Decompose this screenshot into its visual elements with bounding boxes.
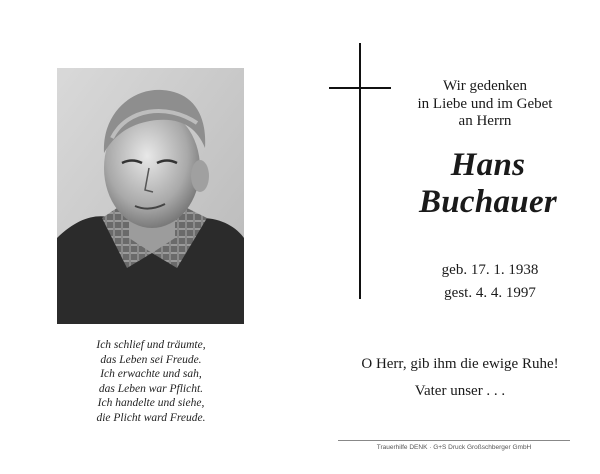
poem-line: das Leben war Pflicht. — [98, 382, 204, 395]
printer-imprint: Trauerhilfe DENK · G+S Druck Großschberger GmbH — [376, 444, 532, 451]
cross-icon-vertical — [359, 43, 361, 299]
poem-line: Ich schlief und träumte, — [96, 339, 206, 351]
cross-icon-horizontal — [329, 87, 391, 89]
life-dates — [405, 259, 575, 305]
prayer-text — [340, 355, 580, 400]
portrait-photo — [57, 68, 244, 324]
deceased-name — [395, 147, 581, 221]
poem-line: das Leben sei Freude. — [100, 353, 202, 366]
footer-divider — [338, 440, 570, 441]
intro-line: Wir gedenken — [443, 78, 527, 94]
poem-line: die Plicht ward Freude. — [96, 411, 206, 424]
poem-line: Ich erwachte und sah, — [100, 368, 202, 381]
intro-line: in Liebe und im Gebet — [417, 95, 553, 112]
poem-line: Ich handelte und siehe, — [97, 397, 205, 410]
portrait-image — [57, 68, 244, 324]
prayer-line: O Herr, gib ihm die ewige Ruhe! — [361, 356, 559, 372]
last-name: Buchauer — [418, 184, 558, 220]
poem — [40, 338, 262, 426]
death-date: gest. 4. 4. 1997 — [444, 285, 536, 301]
first-name: Hans — [450, 147, 526, 183]
intro-text — [400, 78, 570, 131]
prayer-line: Vater unser . . . — [414, 383, 506, 399]
intro-line: an Herrn — [458, 113, 512, 129]
birth-date: geb. 17. 1. 1938 — [441, 262, 539, 278]
